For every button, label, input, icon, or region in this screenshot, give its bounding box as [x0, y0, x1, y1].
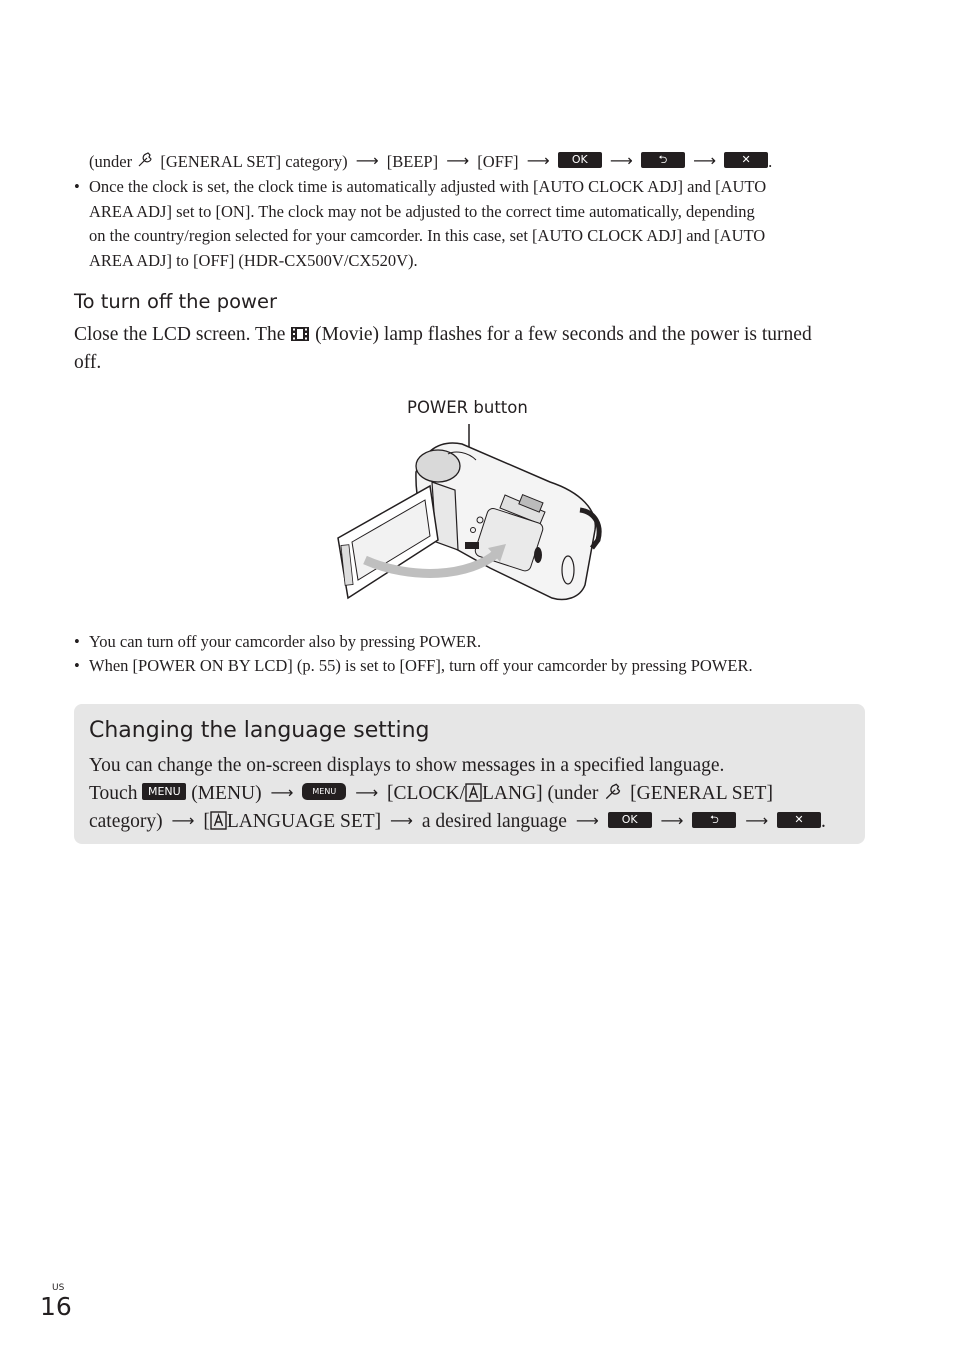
movie-icon: [290, 325, 310, 343]
box-line-1: You can change the on-screen displays to show messages in a specified language.: [89, 755, 725, 776]
text-touch: Touch: [89, 783, 138, 804]
bullet-icon: •: [74, 177, 80, 196]
wrench-icon: [603, 781, 625, 803]
arrow-icon: ⟶: [609, 151, 633, 170]
text-desired-language: a desired language: [421, 811, 567, 832]
power-paragraph-line2: off.: [74, 352, 102, 373]
return-button[interactable]: ⮌: [641, 152, 685, 168]
camcorder-illustration: [330, 420, 610, 605]
arrow-icon: ⟶: [171, 811, 195, 830]
menu-button[interactable]: MENU: [142, 783, 186, 800]
period: .: [768, 152, 773, 171]
arrow-icon: ⟶: [446, 151, 470, 170]
menu-softkey-button[interactable]: MENU: [302, 783, 346, 800]
box-heading: Changing the language setting: [89, 718, 430, 743]
return-button[interactable]: ⮌: [692, 812, 736, 828]
arrow-icon: ⟶: [355, 783, 379, 802]
arrow-icon: ⟶: [270, 783, 294, 802]
bullet-icon: •: [74, 632, 80, 651]
procedure-line: [89, 150, 772, 175]
text-language-set: LANGUAGE SET]: [226, 811, 382, 832]
text: (Movie) lamp flashes for a few seconds and the power is turned: [315, 324, 812, 345]
close-button[interactable]: ✕: [724, 152, 768, 168]
arrow-icon: ⟶: [390, 811, 413, 830]
ok-button[interactable]: OK: [558, 152, 602, 168]
period: .: [821, 811, 826, 832]
note-clock: [89, 175, 869, 273]
box-line-3: [89, 808, 826, 836]
page-number: 16: [40, 1292, 72, 1321]
language-icon: [465, 783, 482, 802]
close-button[interactable]: ✕: [777, 812, 821, 828]
lens: [416, 450, 460, 482]
arrow-icon: ⟶: [745, 811, 769, 830]
arrow-icon: ⟶: [575, 811, 599, 830]
text-general-set: [GENERAL SET] category): [160, 152, 348, 171]
power-paragraph: [74, 321, 812, 349]
bullet-icon: •: [74, 656, 80, 675]
text-under: (under: [89, 152, 133, 171]
note-line: AREA ADJ] set to [ON]. The clock may not be adjusted to the correct time automatically, depending: [89, 201, 755, 221]
text-category: category): [89, 811, 163, 832]
note-line: AREA ADJ] to [OFF] (HDR-CX500V/CX520V).: [89, 250, 418, 270]
arrow-icon: ⟶: [355, 151, 379, 170]
text-beep: [BEEP]: [386, 152, 439, 171]
ok-button[interactable]: OK: [608, 812, 652, 828]
language-icon: [210, 811, 227, 830]
arrow-icon: ⟶: [660, 811, 684, 830]
note-line: Once the clock is set, the clock time is automatically adjusted with [AUTO CLOCK ADJ] and [AUTO: [89, 177, 767, 196]
text-bracket: [: [203, 811, 210, 832]
arrow-icon: ⟶: [693, 151, 716, 170]
arrow-icon: ⟶: [526, 151, 550, 170]
section-heading: To turn off the power: [74, 290, 277, 313]
text-lang: LANG] (under: [482, 783, 599, 804]
text-menu: (MENU): [191, 783, 262, 804]
text-general-set: [GENERAL SET]: [630, 783, 773, 804]
note-line: on the country/region selected for your camcorder. In this case, set [AUTO CLOCK ADJ] and [AUTO: [89, 226, 766, 245]
box-line-2: [89, 780, 773, 808]
figure-label: POWER button: [407, 398, 528, 417]
note-power-1: You can turn off your camcorder also by pressing POWER.: [89, 632, 482, 651]
wrench-icon: [136, 150, 156, 170]
note-power-2: When [POWER ON BY LCD] (p. 55) is set to [OFF], turn off your camcorder by pressing POWER.: [89, 656, 753, 675]
region-label: US: [52, 1283, 65, 1293]
text: Close the LCD screen. The: [74, 324, 286, 345]
text-off: [OFF]: [477, 152, 519, 171]
text-clock: [CLOCK/: [387, 783, 465, 804]
